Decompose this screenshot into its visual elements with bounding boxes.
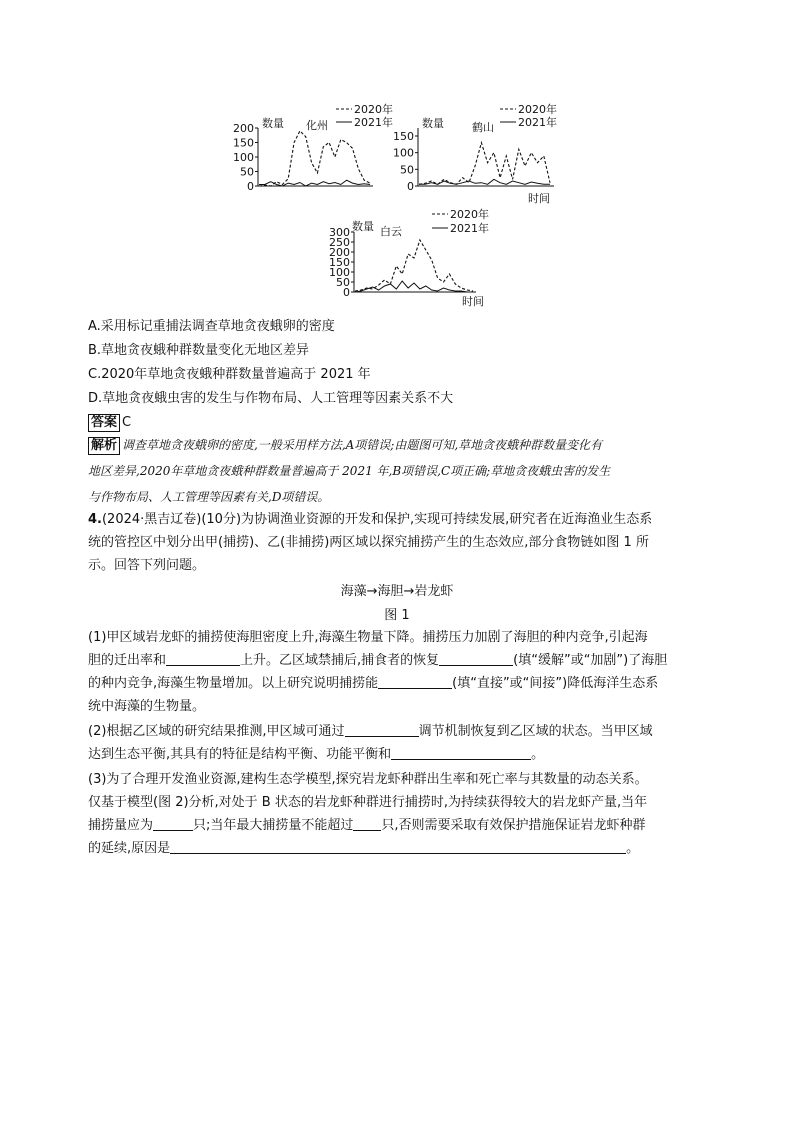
p3-line-3 bbox=[88, 814, 698, 837]
figure-1-label: 图 1 bbox=[384, 608, 410, 623]
analysis-tag: 解析 bbox=[88, 437, 120, 455]
answer-blank-8[interactable] bbox=[170, 839, 626, 854]
analysis-line-2: 地区差异,2020年草地贪夜蛾种群数量普遍高于 2021 年,B项错误,C项正确;草地贪夜蛾虫害的发生 bbox=[88, 464, 611, 478]
option-c: C.2020年草地贪夜蛾种群数量普遍高于 2021 年 bbox=[88, 367, 371, 382]
p3-text-4b: 。 bbox=[626, 841, 640, 856]
p3-text-4a: 的延续,原因是 bbox=[88, 841, 171, 856]
chart-baiyun-svg bbox=[328, 204, 508, 309]
option-b: B.草地贪夜蛾种群数量变化无地区差异 bbox=[88, 343, 310, 358]
chart-heshan-title: 鹤山 bbox=[472, 121, 494, 134]
q4-intro-line-2: 统的管控区中划分出甲(捕捞)、乙(非捕捞)两区域以探究捕捞产生的生态效应,部分食物链如图 1 所 bbox=[88, 535, 649, 550]
y-tick-label: 150 bbox=[393, 130, 414, 143]
series-2021-line bbox=[419, 179, 550, 184]
legend-2020-label: 2020年 bbox=[354, 103, 393, 116]
p1-line-2 bbox=[88, 649, 698, 672]
answer-row bbox=[88, 414, 131, 432]
p1-text-3b: (填“直接”或“间接”)降低海洋生态系 bbox=[452, 676, 659, 691]
chart-heshan-svg bbox=[392, 100, 572, 210]
y-tick-label: 100 bbox=[329, 266, 350, 279]
option-a: A.采用标记重捕法调查草地贪夜蛾卵的密度 bbox=[88, 319, 335, 334]
q4-intro-text-1: (2024·黑吉辽卷)(10分)为协调渔业资源的开发和保护,实现可持续发展,研究者在近海渔业生态系 bbox=[101, 512, 653, 527]
legend-2020-label: 2020年 bbox=[518, 103, 557, 116]
y-tick-label: 50 bbox=[400, 163, 414, 177]
p3-text-3a: 捕捞量应为 bbox=[88, 818, 154, 833]
p3-text-3c: 只,否则需要采取有效保护措施保证岩龙虾种群 bbox=[381, 818, 646, 833]
chart-huazhou-ylabel: 数量 bbox=[262, 117, 284, 130]
y-tick-label: 200 bbox=[329, 246, 350, 259]
y-tick-label: 100 bbox=[393, 146, 414, 160]
y-tick-label: 250 bbox=[329, 236, 350, 249]
q4-intro bbox=[88, 508, 698, 577]
series-2020-line bbox=[259, 131, 370, 186]
y-tick-label: 100 bbox=[233, 151, 254, 164]
p3-line-2: 仅基于模型(图 2)分析,对处于 B 状态的岩龙虾种群进行捕捞时,为持续获得较大的岩龙虾产量,当年 bbox=[88, 795, 648, 810]
analysis-line-1 bbox=[88, 432, 698, 458]
analysis-text-1: 调查草地贪夜蛾卵的密度,一般采用样方法,A项错误;由题图可知,草地贪夜蛾种群数量变化有 bbox=[122, 438, 603, 452]
q4-intro-line-3: 示。回答下列问题。 bbox=[88, 558, 206, 573]
p1-text-2c: (填“缓解”或“加剧”)了海胆 bbox=[513, 653, 668, 668]
chart-heshan bbox=[392, 100, 572, 214]
answer-blank-4[interactable] bbox=[345, 722, 419, 737]
y-tick-label: 50 bbox=[240, 165, 254, 179]
answer-blank-2[interactable] bbox=[439, 651, 513, 666]
p1-text-2b: 上升。乙区域禁捕后,捕食者的恢复 bbox=[240, 653, 440, 668]
y-tick-label: 150 bbox=[329, 256, 350, 269]
answer-blank-7[interactable] bbox=[353, 816, 381, 831]
q4-intro-line-1 bbox=[88, 508, 698, 531]
p1-text-2a: 胆的迁出率和 bbox=[88, 653, 167, 668]
p1-text-3a: 的种内竞争,海藻生物量增加。以上研究说明捕捞能 bbox=[88, 676, 379, 691]
p3-text-3b: 只;当年最大捕捞量不能超过 bbox=[193, 818, 354, 833]
p3-line-4 bbox=[88, 837, 698, 860]
y-tick-label: 0 bbox=[407, 180, 414, 193]
chart-heshan-ylabel: 数量 bbox=[422, 117, 444, 130]
y-tick-label: 150 bbox=[233, 136, 254, 150]
legend-2021-label: 2021年 bbox=[518, 116, 557, 129]
chart-baiyun bbox=[328, 204, 508, 313]
chart-huazhou-title: 化州 bbox=[306, 119, 328, 132]
chart-heshan-xlabel: 时间 bbox=[528, 192, 550, 205]
food-chain: 海藻→海胆→岩龙虾 bbox=[340, 584, 454, 599]
p2-line-1 bbox=[88, 720, 698, 743]
y-tick-label: 200 bbox=[233, 122, 254, 135]
q4-part-1 bbox=[88, 626, 698, 718]
chart-baiyun-xlabel: 时间 bbox=[462, 295, 484, 308]
p1-line-1: (1)甲区域岩龙虾的捕捞使海胆密度上升,海藻生物量下降。捕捞压力加剧了海胆的种内竞争,引起海 bbox=[88, 630, 648, 645]
p2-line-2 bbox=[88, 743, 698, 766]
series-2021-line bbox=[355, 281, 473, 292]
answer-blank-3[interactable] bbox=[378, 674, 452, 689]
q4-part-3 bbox=[88, 768, 698, 860]
p2-text-1a: (2)根据乙区域的研究结果推测,甲区域可通过 bbox=[88, 724, 345, 739]
answer-blank-1[interactable] bbox=[166, 651, 240, 666]
legend-2020-label: 2020年 bbox=[450, 208, 489, 221]
chart-huazhou-svg bbox=[228, 100, 408, 195]
p1-line-3 bbox=[88, 672, 698, 695]
chart-baiyun-ylabel: 数量 bbox=[352, 220, 374, 233]
series-2020-line bbox=[419, 143, 550, 185]
y-tick-label: 0 bbox=[343, 286, 350, 299]
option-d: D.草地贪夜蛾虫害的发生与作物布局、人工管理等因素关系不大 bbox=[88, 391, 454, 406]
answer-blank-5[interactable] bbox=[391, 745, 531, 760]
y-tick-label: 50 bbox=[336, 276, 350, 289]
p2-text-2a: 达到生态平衡,其具有的特征是结构平衡、功能平衡和 bbox=[88, 747, 392, 762]
y-tick-label: 0 bbox=[247, 180, 254, 193]
answer-tag: 答案 bbox=[88, 414, 120, 432]
answer-value: C bbox=[122, 415, 132, 430]
legend-2021-label: 2021年 bbox=[450, 222, 489, 235]
analysis-line-3: 与作物布局、人工管理等因素有关,D项错误。 bbox=[88, 490, 330, 504]
series-2021-line bbox=[259, 180, 370, 186]
y-tick-label: 300 bbox=[329, 226, 350, 239]
p2-text-1b: 调节机制恢复到乙区域的状态。当甲区域 bbox=[418, 724, 653, 739]
legend-2021-label: 2021年 bbox=[354, 116, 393, 129]
chart-huazhou bbox=[228, 100, 408, 199]
analysis-block bbox=[88, 432, 698, 510]
answer-blank-6[interactable] bbox=[153, 816, 193, 831]
chart-baiyun-title: 白云 bbox=[380, 225, 402, 238]
q4-part-2 bbox=[88, 720, 698, 766]
p3-line-1: (3)为了合理开发渔业资源,建构生态学模型,探究岩龙虾种群出生率和死亡率与其数量的动态关系。 bbox=[88, 772, 648, 787]
p2-text-2b: 。 bbox=[531, 747, 545, 762]
p1-line-4: 统中海藻的生物量。 bbox=[88, 699, 206, 714]
q4-number: 4. bbox=[88, 512, 102, 527]
